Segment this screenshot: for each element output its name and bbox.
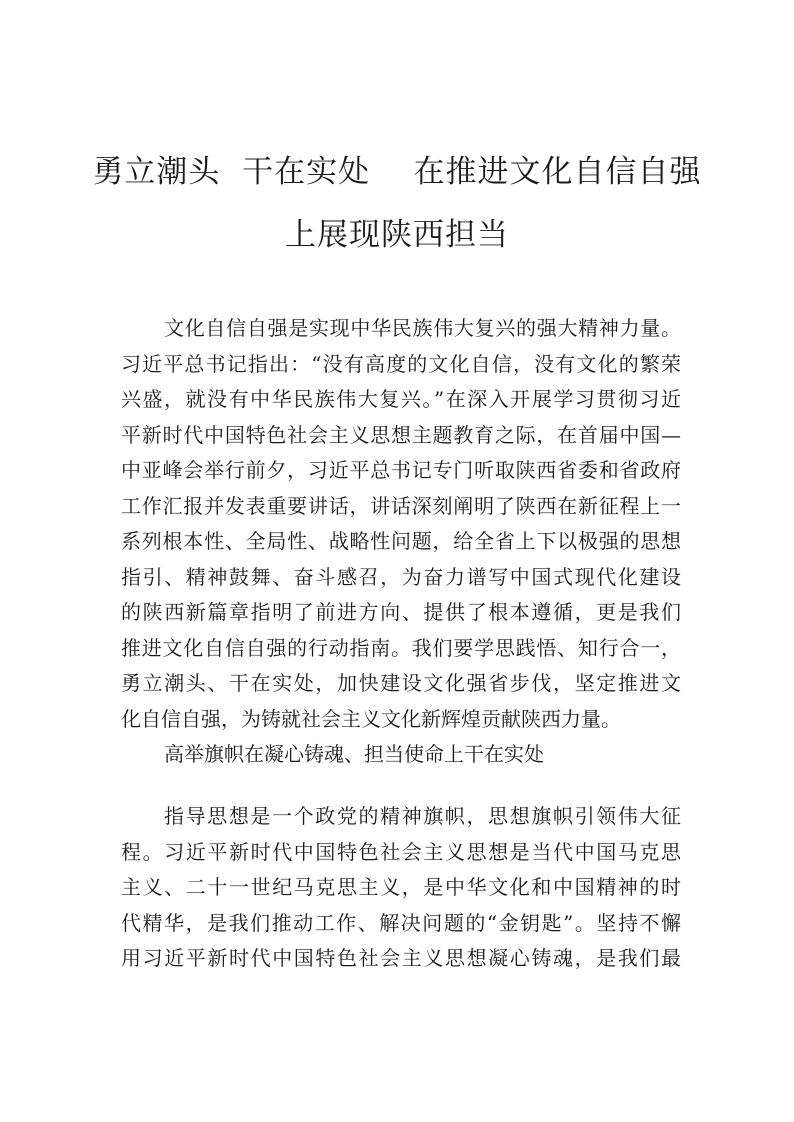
paragraph-line: 指导思想是一个政党的精神旗帜，思想旗帜引领伟大征 bbox=[164, 804, 681, 828]
paragraph-line: 代精华，是我们推动工作、解决问题的“金钥匙”。坚持不懈 bbox=[121, 911, 681, 935]
paragraph-line: 推进文化自信自强的行动指南。我们要学思践悟、知行合一， bbox=[121, 636, 681, 660]
paragraph-line: 习近平总书记指出：“没有高度的文化自信，没有文化的繁荣 bbox=[121, 352, 681, 376]
paragraph-line: 程。习近平新时代中国特色社会主义思想是当代中国马克思 bbox=[121, 840, 681, 864]
paragraph-line: 的陕西新篇章指明了前进方向、提供了根本遵循，更是我们 bbox=[121, 600, 681, 624]
paragraph-line: 文化自信自强是实现中华民族伟大复兴的强大精神力量。 bbox=[164, 316, 681, 340]
paragraph-line: 系列根本性、全局性、战略性问题，给全省上下以极强的思想 bbox=[121, 529, 681, 553]
paragraph-line: 中亚峰会举行前夕，习近平总书记专门听取陕西省委和省政府 bbox=[121, 458, 681, 482]
document-title-line-1: 勇立潮头 干在实处 在推进文化自信自强 bbox=[92, 154, 702, 190]
paragraph-line: 指引、精神鼓舞、奋斗感召，为奋力谱写中国式现代化建设 bbox=[121, 565, 681, 589]
paragraph-line: 主义、二十一世纪马克思主义，是中华文化和中国精神的时 bbox=[121, 875, 681, 899]
paragraph-line: 工作汇报并发表重要讲话，讲话深刻阐明了陕西在新征程上一 bbox=[121, 494, 681, 518]
paragraph-line: 化自信自强，为铸就社会主义文化新辉煌贡献陕西力量。 bbox=[121, 707, 621, 731]
paragraph-line: 用习近平新时代中国特色社会主义思想凝心铸魂，是我们最 bbox=[121, 946, 681, 970]
document-title-line-2: 上展现陕西担当 bbox=[285, 217, 509, 253]
paragraph-line: 平新时代中国特色社会主义思想主题教育之际，在首届中国— bbox=[121, 423, 681, 447]
paragraph-line: 勇立潮头、干在实处，加快建设文化强省步伐，坚定推进文 bbox=[121, 671, 681, 695]
section-heading: 高举旗帜在凝心铸魂、担当使命上干在实处 bbox=[164, 742, 544, 766]
paragraph-line: 兴盛，就没有中华民族伟大复兴。”在深入开展学习贯彻习近 bbox=[121, 387, 681, 411]
